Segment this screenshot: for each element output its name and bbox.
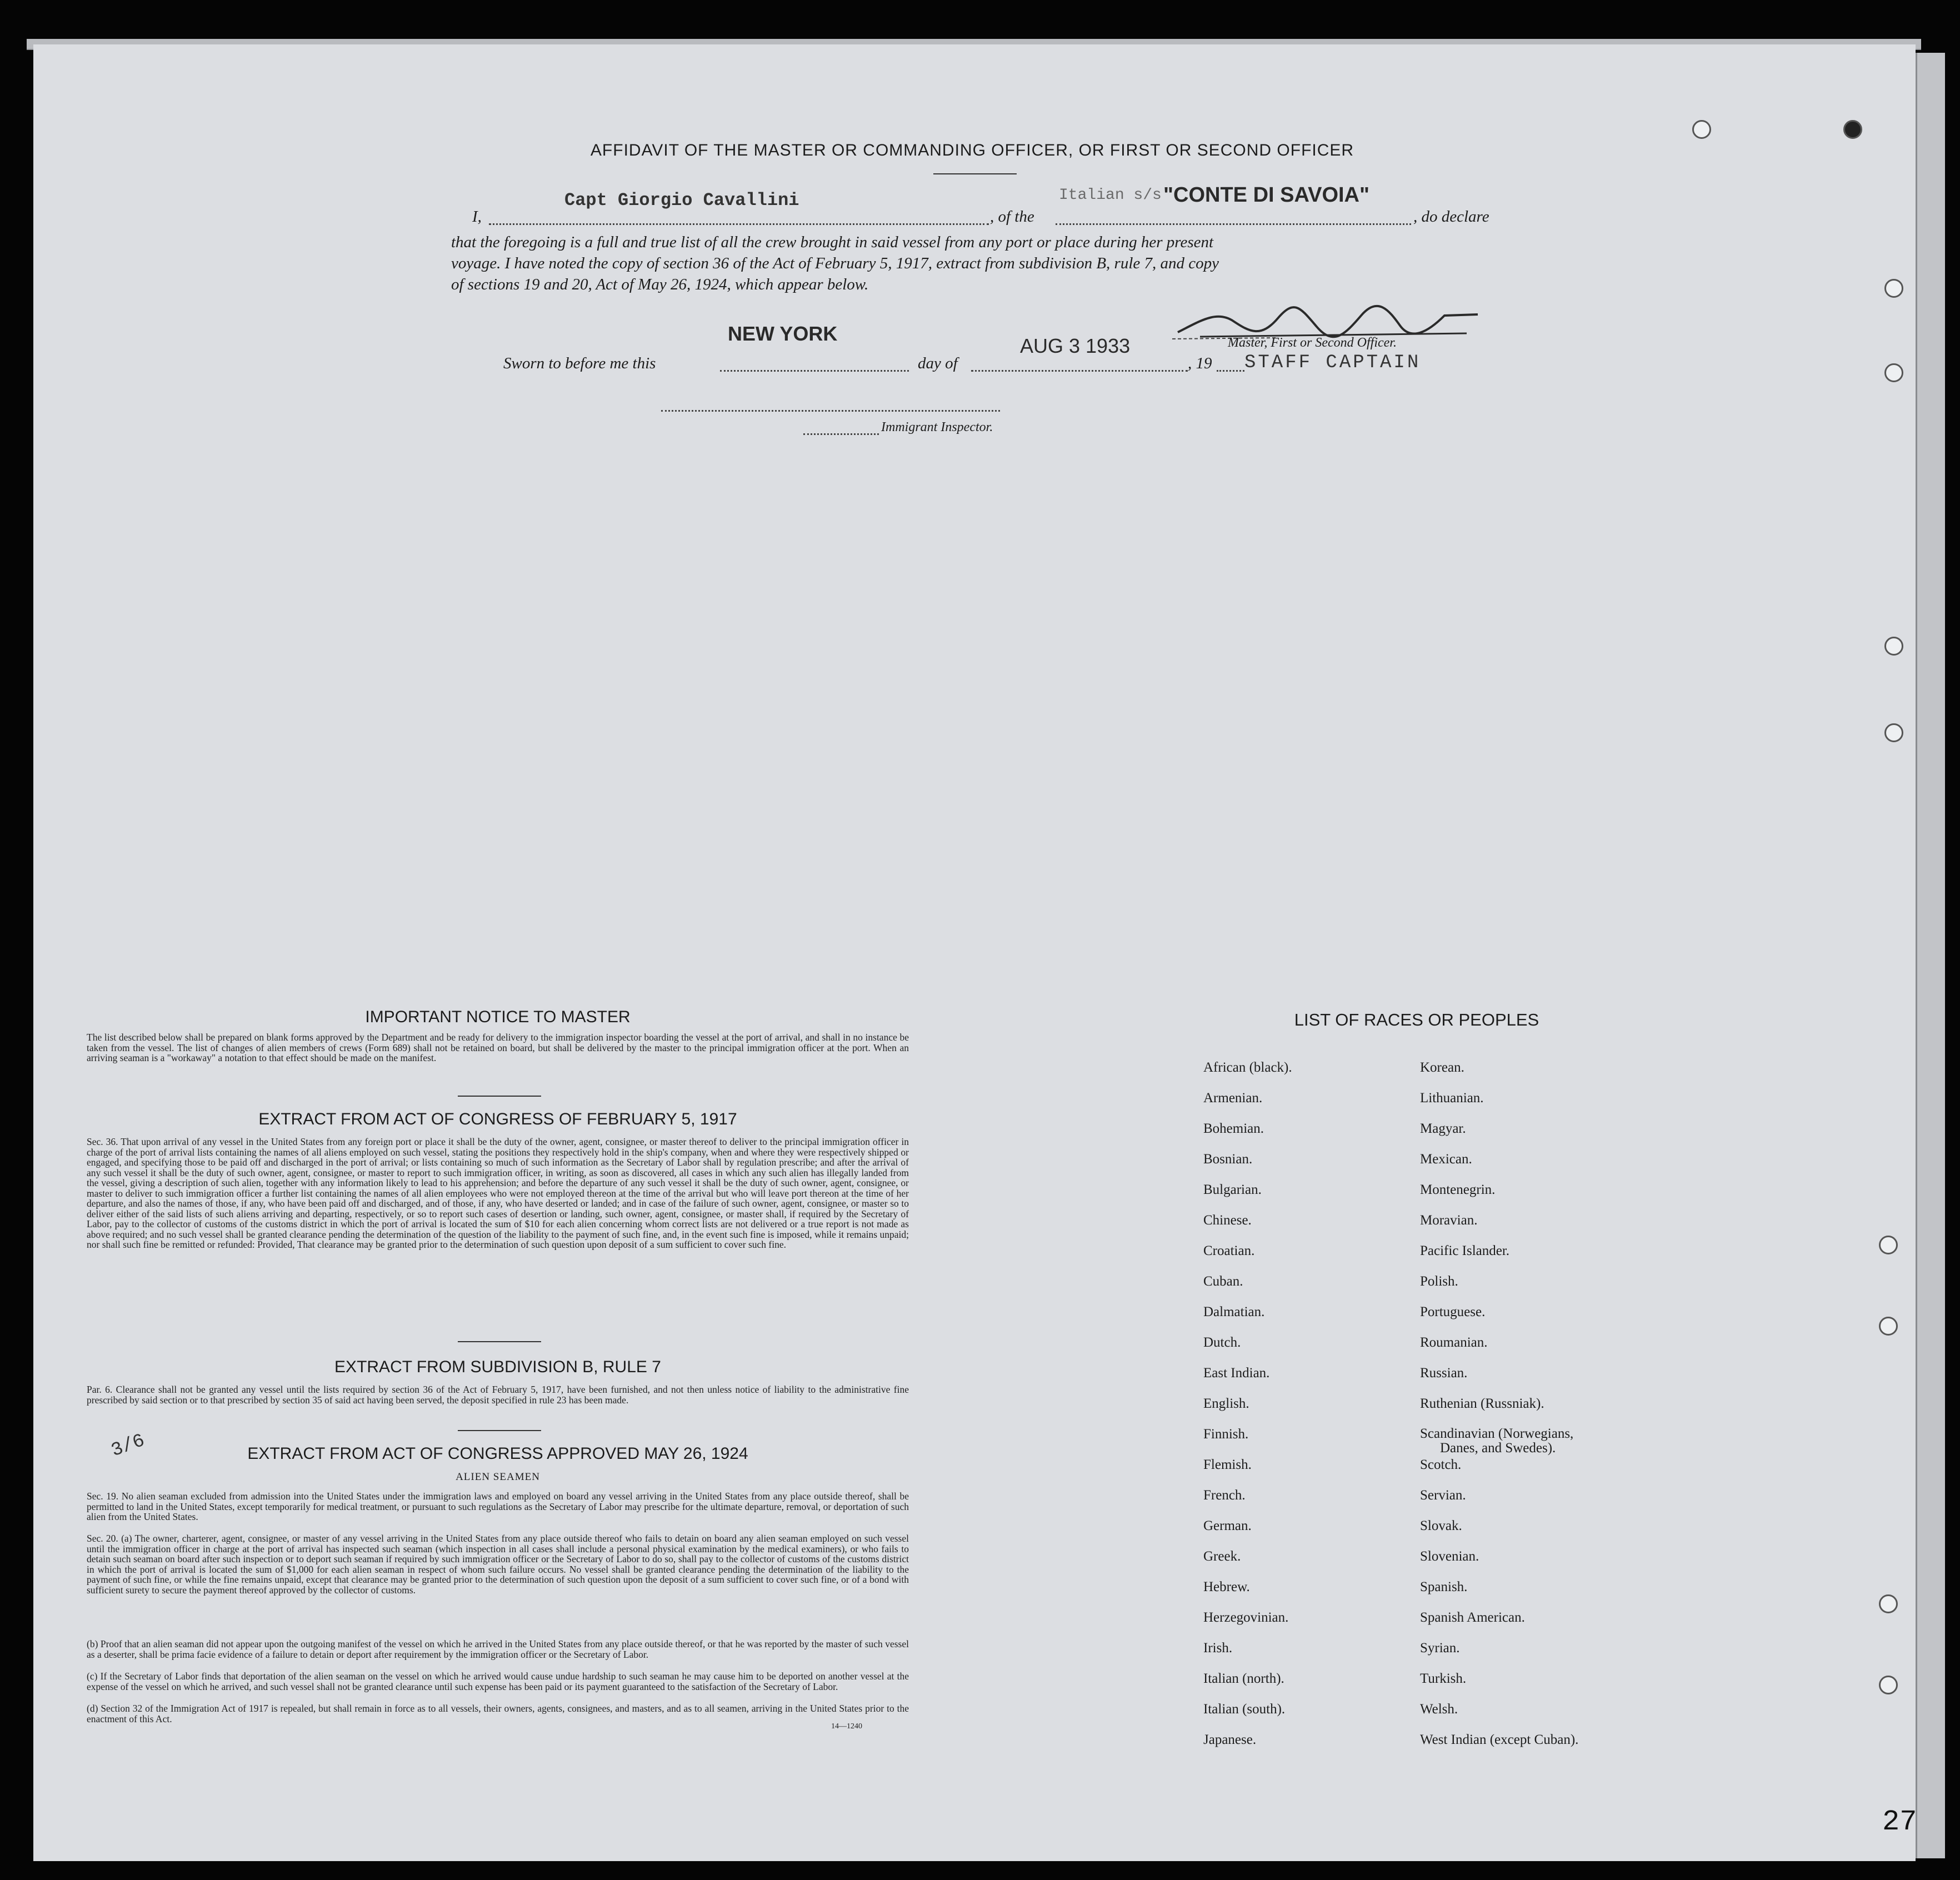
- race-item: Hebrew.: [1203, 1579, 1250, 1594]
- races-title: LIST OF RACES OR PEOPLES: [1294, 1010, 1539, 1029]
- race-item: Dutch.: [1203, 1335, 1241, 1350]
- race-item: Bohemian.: [1203, 1121, 1264, 1136]
- inspector-label: Immigrant Inspector.: [881, 420, 993, 434]
- vessel-name: "CONTE DI SAVOIA": [1163, 183, 1370, 207]
- race-item: German.: [1203, 1518, 1252, 1533]
- vessel-line: [1056, 223, 1411, 225]
- race-item: Montenegrin.: [1420, 1182, 1496, 1197]
- extract-1924-title: EXTRACT FROM ACT OF CONGRESS APPROVED MAY 26, 1924: [247, 1444, 748, 1463]
- i-label: I,: [472, 208, 482, 226]
- extract-1917-title: EXTRACT FROM ACT OF CONGRESS OF FEBRUARY 5, 1917: [258, 1110, 737, 1128]
- race-item-text: Scandinavian (Norwegians,: [1420, 1426, 1574, 1441]
- binder-hole: [1879, 1317, 1898, 1336]
- race-item: Flemish.: [1203, 1457, 1252, 1472]
- binding-margin: [1916, 53, 1945, 1858]
- race-item: Portuguese.: [1420, 1304, 1486, 1319]
- inspector-label-line: [803, 433, 879, 435]
- race-item: East Indian.: [1203, 1366, 1270, 1381]
- form-number: 14—1240: [831, 1722, 862, 1731]
- binder-hole: [1692, 120, 1711, 139]
- declaration-line-1: that the foregoing is a full and true list of all the crew brought in said vessel from any port or place during her present: [451, 233, 1214, 251]
- race-item: Korean.: [1420, 1060, 1464, 1075]
- page-number: 27: [1882, 1806, 1917, 1838]
- extract-1924-subtitle: ALIEN SEAMEN: [456, 1471, 540, 1483]
- extract-1924-sec20c: (c) If the Secretary of Labor finds that deportation of the alien seaman on the vessel on which he arrived would cause undue hardship to such seaman he may cause him to be deported on another vessel at the expense of the vessel on which he arrived, and such vessel shall not be granted clearance until such expense has been paid or its payment guaranteed to the satisfaction of the Secretary of Labor.: [87, 1671, 909, 1692]
- place-stamp: NEW YORK: [728, 322, 838, 345]
- date-stamp: AUG 3 1933: [1020, 334, 1131, 357]
- binder-hole: [1879, 1676, 1898, 1694]
- of-the-label: , of the: [990, 208, 1034, 226]
- master-name: Capt Giorgio Cavallini: [564, 190, 799, 211]
- race-item: Spanish.: [1420, 1579, 1468, 1594]
- declaration-line-2: voyage. I have noted the copy of section 36 of the Act of February 5, 1917, extract from subdivision B, rule 7, and copy: [451, 254, 1219, 272]
- sworn-label: Sworn to before me this: [503, 354, 656, 372]
- race-item: Mexican.: [1420, 1152, 1472, 1167]
- extract-1917-rule: [458, 1341, 541, 1342]
- notice-title: IMPORTANT NOTICE TO MASTER: [365, 1008, 631, 1026]
- race-item: Slovenian.: [1420, 1549, 1479, 1564]
- races-column-1: [1203, 1060, 1437, 1763]
- vessel-prefix: Italian s/s: [1059, 187, 1162, 204]
- race-item: Ruthenian (Russniak).: [1420, 1396, 1544, 1411]
- day-of-label: day of: [918, 354, 958, 372]
- race-item: Chinese.: [1203, 1213, 1252, 1228]
- race-item: Japanese.: [1203, 1732, 1257, 1747]
- race-item-continuation: Danes, and Swedes).: [1440, 1441, 1556, 1456]
- sworn-line: [720, 370, 909, 372]
- extract-1924-sec20b: (b) Proof that an alien seaman did not appear upon the outgoing manifest of the vessel on which he arrived in the United States from any place outside thereof, or that he was reported by the master of such vessel as a deserter, shall be prima facie evidence of a failure to detain or deport after requirement by the immigration officer or the Secretary of Labor.: [87, 1638, 909, 1660]
- margin-note: 3/6: [108, 1430, 148, 1462]
- race-item: Italian (south).: [1203, 1702, 1286, 1717]
- race-item: Irish.: [1203, 1641, 1233, 1656]
- year-line: [1217, 370, 1244, 372]
- race-item: Turkish.: [1420, 1671, 1467, 1686]
- race-item: African (black).: [1203, 1060, 1292, 1075]
- binder-hole: [1843, 120, 1862, 139]
- race-item: Croatian.: [1203, 1243, 1255, 1258]
- extract-1924-sec20a: Sec. 20. (a) The owner, charterer, agent, consignee, or master of any vessel arriving in the United States from any place outside thereof who fails to detain on board any alien seaman employed on such vessel until the immigration officer in charge at the port of arrival has inspected such seaman (which inspection in all cases shall include a personal physical examination by the medical examiners), or who fails to detain such seaman on board after such inspection or to deport such seaman if required by such immigration officer or the Secretary of Labor to do so, shall pay to the collector of customs of the customs district in which the port of arrival is located the sum of $1,000 for each alien seaman in respect of whom such failure occurs. No vessel shall be granted clearance pending the determination of the liability to the payment of such fine, or while the fine remains unpaid, except that clearance may be granted prior to the determination of such question upon the deposit of a sum sufficient to cover such fine, or of a bond with sufficient surety to secure the payment thereof approved by the collector of customs.: [87, 1533, 909, 1596]
- binder-hole: [1884, 279, 1903, 298]
- race-item: Dalmatian.: [1203, 1304, 1265, 1319]
- race-item: Polish.: [1420, 1274, 1458, 1289]
- race-item: Greek.: [1203, 1549, 1241, 1564]
- races-column-2: [1420, 1060, 1731, 1763]
- extract-rule7-title: EXTRACT FROM SUBDIVISION B, RULE 7: [334, 1358, 661, 1376]
- race-item: French.: [1203, 1488, 1246, 1503]
- date-line: [971, 370, 1188, 372]
- race-item: Spanish American.: [1420, 1610, 1525, 1625]
- affidavit-title: AFFIDAVIT OF THE MASTER OR COMMANDING OFFICER, OR FIRST OR SECOND OFFICER: [590, 141, 1354, 159]
- binder-hole: [1879, 1594, 1898, 1613]
- name-line: [489, 223, 989, 225]
- race-item: Cuban.: [1203, 1274, 1243, 1289]
- binder-hole: [1884, 637, 1903, 656]
- race-item: [1420, 1427, 1731, 1457]
- year-label: , 19: [1188, 354, 1212, 372]
- race-item: Welsh.: [1420, 1702, 1458, 1717]
- race-item: Russian.: [1420, 1366, 1468, 1381]
- race-item: Pacific Islander.: [1420, 1243, 1510, 1258]
- inspector-signature-line: [661, 410, 1000, 412]
- race-item: Bosnian.: [1203, 1152, 1253, 1167]
- extract-rule7-rule: [458, 1430, 541, 1431]
- notice-body: The list described below shall be prepared on blank forms approved by the Department and be ready for delivery to the immigration inspector boarding the vessel at the port of arrival, and shall in no instance be taken from the vessel. The list of changes of alien members of crews (Form 689) shall not be retained on board, but shall be delivered by the master to the principal immigration officer at the port. When an arriving seaman is a "workaway" a notation to that effect should be made on the manifest.: [87, 1032, 909, 1063]
- extract-1924-sec19: Sec. 19. No alien seaman excluded from admission into the United States under the immigration laws and employed on board any vessel arriving in the United States from any place outside thereof, shall be permitted to land in the United States, except temporarily for medical treatment, or pursuant to such regulations as the Secretary of Labor may prescribe for the ultimate departure, removal, or deportation of such alien from the United States.: [87, 1491, 909, 1522]
- race-item: Servian.: [1420, 1488, 1466, 1503]
- declare-label: , do declare: [1413, 208, 1489, 226]
- race-item: West Indian (except Cuban).: [1420, 1732, 1579, 1747]
- binder-hole: [1884, 723, 1903, 742]
- race-item: Magyar.: [1420, 1121, 1466, 1136]
- race-item: Scotch.: [1420, 1457, 1462, 1472]
- officer-title: STAFF CAPTAIN: [1244, 352, 1421, 373]
- race-item: Roumanian.: [1420, 1335, 1488, 1350]
- extract-1917-body: Sec. 36. That upon arrival of any vessel in the United States from any foreign port or place it shall be the duty of the owner, agent, consignee, or master thereof to deliver to the principal immigration officer in charge of the port of arrival lists containing the names of all aliens employed on such vessel, stating the positions they respectively hold in the ship's company, when and where they were respectively shipped or engaged, and specifying those to be paid off and discharged in the port of arrival; or lists containing so much of such information as the Secretary of Labor shall by regulation prescribe; and after the arrival of any such vessel it shall be the duty of such owner, agent, consignee, or master to report to such immigration officer, in writing, as soon as discovered, all cases in which any such alien has illegally landed from the vessel, giving a description of such alien, together with any information likely to lead to his apprehension; and before the departure of any such vessel it shall be the duty of such owner, agent, consignee, or master to deliver to such immigration officer a further list containing the names of all alien employees who were not employed thereon at the time of the arrival but who will leave port thereon at the time of her departure, and also the names of those, if any, who have been paid off and discharged, and of those, if any, who have deserted or landed; and in case of the failure of such owner, agent, consignee, or master so to deliver either of the said lists of such aliens arriving and departing, respectively, or so to report such cases of desertion or landing, such owner, agent, consignee, or master shall, if required by the Secretary of Labor, pay to the collector of customs of the customs district in which the port of arrival is located the sum of $10 for each alien concerning whom correct lists are not delivered or a true report is not made as above required; and no such vessel shall be granted clearance pending the determination of the question of the liability to the payment of such fine, and, in the event such fine is imposed, while it remains unpaid; nor shall such fine be remitted or refunded: Provided, That clearance may be granted prior to the determination of such question upon deposit of a sum sufficient to cover such fine.: [87, 1136, 909, 1250]
- race-item: Syrian.: [1420, 1641, 1460, 1656]
- signature-caption: Master, First or Second Officer.: [1228, 336, 1397, 350]
- race-item: Slovak.: [1420, 1518, 1462, 1533]
- race-item: Finnish.: [1203, 1427, 1249, 1442]
- binder-hole: [1879, 1236, 1898, 1254]
- extract-1924-sec20d: (d) Section 32 of the Immigration Act of 1917 is repealed, but shall remain in force as to all vessels, their owners, agents, consignees, and masters, and as to all seamen, arriving in the United States prior to the enactment of this Act.: [87, 1703, 909, 1724]
- extract-rule7-body: Par. 6. Clearance shall not be granted any vessel until the lists required by section 36 of the Act of February 5, 1917, have been furnished, and not then unless notice of liability to the administrative fine prescribed by said section or to that prescribed by section 35 of said act having been served, the deposit specified in rule 23 has been made.: [87, 1384, 909, 1406]
- notice-rule: [458, 1096, 541, 1097]
- race-item: English.: [1203, 1396, 1249, 1411]
- binder-hole: [1884, 363, 1903, 382]
- race-item: Bulgarian.: [1203, 1182, 1262, 1197]
- race-item: Herzegovinian.: [1203, 1610, 1289, 1625]
- title-rule: [933, 173, 1017, 174]
- race-item: Lithuanian.: [1420, 1091, 1484, 1106]
- race-item: Moravian.: [1420, 1213, 1478, 1228]
- race-item: Italian (north).: [1203, 1671, 1284, 1686]
- race-item: Armenian.: [1203, 1091, 1263, 1106]
- declaration-line-3: of sections 19 and 20, Act of May 26, 1924, which appear below.: [451, 276, 869, 293]
